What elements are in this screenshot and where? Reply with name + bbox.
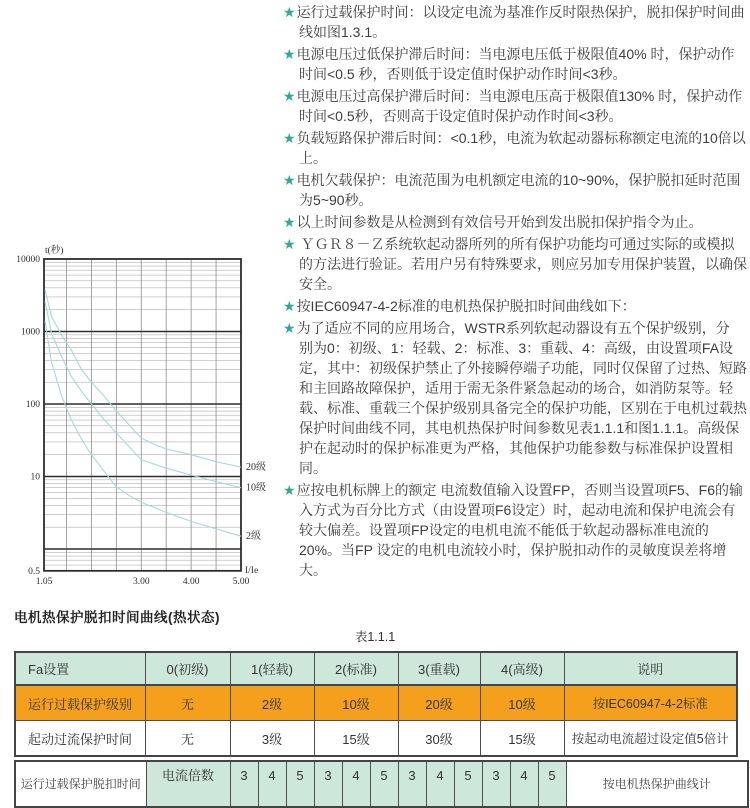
cell bbox=[454, 761, 482, 807]
chart-caption: 电机热保护脱扣时间曲线(热状态) bbox=[14, 610, 220, 625]
row-label: 运行过载保护级别 bbox=[15, 685, 145, 721]
trip-time-seconds-table bbox=[14, 760, 749, 808]
list-item bbox=[283, 234, 747, 294]
table-header-row bbox=[15, 652, 737, 685]
cell bbox=[286, 761, 314, 807]
svg-text:5.00: 5.00 bbox=[232, 577, 250, 587]
bullet-text: 运行过载保护时间：以设定电流为基准作反时限热保护，脱扣保护时间曲线如图1.3.1。 bbox=[296, 4, 745, 40]
star-icon: ★ bbox=[283, 236, 296, 252]
star-icon: ★ bbox=[283, 4, 296, 20]
row-note: 按起动电流超过设定值5倍计 bbox=[564, 721, 737, 757]
multiplier-value: 3 bbox=[240, 768, 248, 783]
protection-notes-list bbox=[283, 2, 747, 582]
bullet-text: 应按电机标牌上的额定 电流数值输入设置FP，否则当设置项F5、F6的输入方式为百分比方式（由设置项F6设定）时，起动电流和保护电流会有较大偏差。设置项FP设定的电机电流不能低于软起动器标准电流的20%。当FP 设定的电机电流较小时，保护脱扣动作的灵敏度误差将增大。 bbox=[296, 482, 744, 578]
header-cell: 4(高级) bbox=[480, 652, 564, 685]
svg-text:0.5: 0.5 bbox=[28, 566, 40, 577]
multiplier-value: 4 bbox=[520, 768, 528, 783]
bullet-text: 电源电压过低保护滞后时间：当电源电压低于极限值40% 时，保护动作时间<0.5 秒，否则低于设定值时保护动作时间<3秒。 bbox=[296, 46, 735, 82]
table-row bbox=[15, 685, 737, 721]
svg-text:10: 10 bbox=[30, 472, 40, 483]
list-item bbox=[283, 480, 747, 580]
svg-text:4.00: 4.00 bbox=[182, 577, 200, 587]
header-cell: 说明 bbox=[564, 652, 737, 685]
table-title: 表1.1.1 bbox=[354, 630, 396, 644]
bullet-text: 电机欠载保护：电流范围为电机额定电流的10~90%，保护脱扣延时范围为5~90秒。 bbox=[296, 172, 741, 208]
svg-text:1000: 1000 bbox=[21, 327, 40, 338]
trip-time-curves-svg bbox=[0, 240, 285, 600]
svg-text:1.05: 1.05 bbox=[35, 577, 53, 587]
list-item bbox=[283, 2, 747, 42]
svg-text:10级: 10级 bbox=[246, 482, 266, 494]
row-note-clipped bbox=[566, 761, 748, 807]
multiplier-header-text: 电流倍数 bbox=[161, 768, 214, 783]
star-icon: ★ bbox=[283, 298, 296, 314]
cell: 无 bbox=[145, 721, 230, 757]
header-cell: 1(轻载) bbox=[230, 652, 314, 685]
protection-level-table bbox=[14, 651, 738, 757]
row-label-text: 运行过载保护脱扣时间 bbox=[20, 777, 141, 791]
multiplier-value: 5 bbox=[548, 768, 556, 783]
svg-text:100: 100 bbox=[25, 400, 40, 410]
list-item bbox=[283, 128, 747, 168]
svg-text:t(秒): t(秒) bbox=[45, 246, 64, 256]
list-item bbox=[283, 44, 747, 84]
list-item bbox=[283, 86, 747, 126]
star-icon: ★ bbox=[283, 214, 296, 230]
star-icon: ★ bbox=[283, 172, 296, 188]
cell: 15级 bbox=[480, 721, 564, 757]
multiplier-header-cell bbox=[146, 761, 230, 807]
bullet-text: 电源电压过高保护滞后时间：当电源电压高于极限值130% 时，保护动作时间<0.5秒，否则高于设定值时保护动作时间<3秒。 bbox=[296, 88, 743, 124]
multiplier-value: 3 bbox=[492, 768, 500, 783]
cell: 无 bbox=[145, 685, 230, 721]
thermal-trip-chart bbox=[0, 240, 285, 600]
header-cell: 2(标准) bbox=[314, 652, 398, 685]
header-cell: 0(初级) bbox=[145, 652, 230, 685]
multiplier-value: 3 bbox=[408, 768, 416, 783]
cell bbox=[230, 761, 258, 807]
list-item bbox=[283, 170, 747, 210]
cell: 2级 bbox=[230, 685, 314, 721]
cell: 10级 bbox=[480, 685, 564, 721]
cell bbox=[538, 761, 566, 807]
cell bbox=[258, 761, 286, 807]
star-icon: ★ bbox=[283, 320, 296, 336]
cell: 30级 bbox=[398, 721, 480, 757]
table-row bbox=[15, 721, 737, 757]
multiplier-value: 4 bbox=[268, 768, 276, 783]
row-label-clipped bbox=[15, 761, 146, 807]
cell bbox=[510, 761, 538, 807]
row-label: 起动过流保护时间 bbox=[15, 721, 145, 757]
bullet-text: 负载短路保护滞后时间：<0.1秒，电流为软起动器标称额定电流的10倍以上。 bbox=[296, 130, 746, 166]
cell bbox=[370, 761, 398, 807]
cell bbox=[314, 761, 342, 807]
svg-text:20级: 20级 bbox=[246, 462, 266, 474]
multiplier-value: 3 bbox=[324, 768, 332, 783]
svg-text:2级: 2级 bbox=[246, 531, 261, 543]
cell bbox=[342, 761, 370, 807]
multiplier-value: 4 bbox=[352, 768, 360, 783]
bullet-list bbox=[283, 2, 747, 580]
star-icon: ★ bbox=[283, 46, 296, 62]
cell: 20级 bbox=[398, 685, 480, 721]
cell bbox=[426, 761, 454, 807]
svg-text:I/Ie: I/Ie bbox=[245, 566, 259, 576]
svg-text:3.00: 3.00 bbox=[132, 577, 150, 587]
header-cell: 3(重载) bbox=[398, 652, 480, 685]
bullet-text: 为了适应不同的应用场合，WSTR系列软起动器设有五个保护级别，分 别为0：初级、1：轻载、2：标准、3：重载、4：高级，由设置项FA设定，其中：初级保护禁止了外接瞬停端子功能，同时仅保留了过热、短路和主回路故障保护，适用于需无条件紧急起动的场合，如消防泵等。轻载、标准、重载三个保护级别具备完全的保护功能，区别在于电机过载热保护时间曲线不同，其电机热保护时间参数见表1.1.1和图1.1.1。高级保护在起动时的保护标准更为严格，其他保护功能参数与标准保护设置相同。 bbox=[296, 320, 747, 476]
multiplier-value: 5 bbox=[380, 768, 388, 783]
cell bbox=[482, 761, 510, 807]
star-icon: ★ bbox=[283, 88, 296, 104]
list-item bbox=[283, 318, 747, 478]
table-row bbox=[15, 761, 748, 807]
multiplier-value: 5 bbox=[296, 768, 304, 783]
bullet-text: 以上时间参数是从检测到有效信号开始到发出脱扣保护指令为止。 bbox=[296, 214, 703, 230]
list-item bbox=[283, 212, 747, 232]
multiplier-value: 5 bbox=[464, 768, 472, 783]
cell: 10级 bbox=[314, 685, 398, 721]
row-note: 按IEC60947-4-2标准 bbox=[564, 685, 737, 721]
bullet-text: ＹＧＲ８－Ｚ系统软起动器所列的所有保护功能均可通过实际的或模拟的方法进行验证。若用户另有特殊要求，则应另加专用保护装置，以确保安全。 bbox=[299, 236, 747, 292]
cell bbox=[398, 761, 426, 807]
header-cell: Fa设置 bbox=[15, 652, 145, 685]
star-icon: ★ bbox=[283, 130, 296, 146]
row-note-text: 按电机热保护曲线计 bbox=[602, 777, 711, 791]
cell: 15级 bbox=[314, 721, 398, 757]
list-item bbox=[283, 296, 747, 316]
multiplier-value: 4 bbox=[436, 768, 444, 783]
star-icon: ★ bbox=[283, 482, 296, 498]
bullet-text: 按IEC60947-4-2标准的电机热保护脱扣时间曲线如下： bbox=[296, 298, 636, 314]
svg-text:10000: 10000 bbox=[16, 255, 40, 265]
cell: 3级 bbox=[230, 721, 314, 757]
